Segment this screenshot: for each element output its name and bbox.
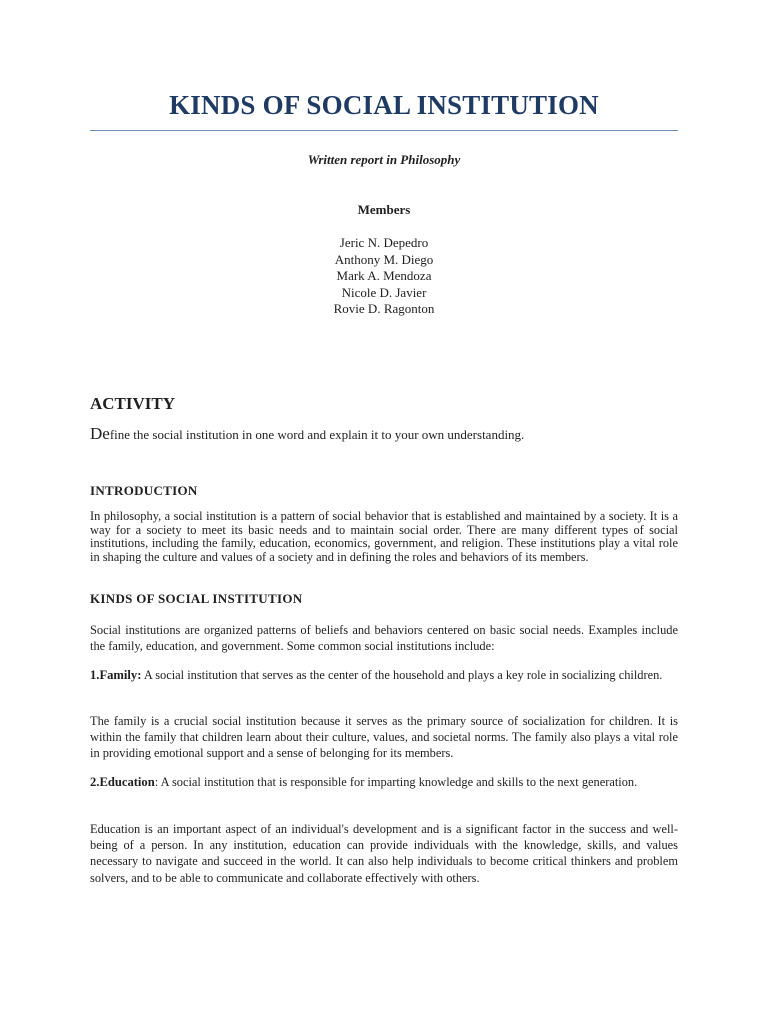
family-definition-text: A social institution that serves as the center of the household and plays a key role in socializing children. xyxy=(141,668,663,682)
family-explanation: The family is a crucial social institution because it serves as the primary source of socialization for children. It is within the family that children learn about their culture, values, and societal norms. The family also plays a vital role in providing emotional support and a sense of belonging for its members. xyxy=(90,714,678,761)
members-list xyxy=(90,235,678,318)
education-explanation: Education is an important aspect of an individual's development and is a significant factor in the success and well-being of a person. In any institution, education can provide individuals with the knowledge, skills, and values necessary to navigate and succeed in the world. It can also help individuals to become critical thinkers and problem solvers, and to be able to communicate and collaborate effectively with others. xyxy=(90,822,678,885)
introduction-heading: INTRODUCTION xyxy=(90,483,198,498)
document-subtitle: Written report in Philosophy xyxy=(307,152,461,167)
kinds-intro-paragraph: Social institutions are organized patterns of beliefs and behaviors centered on basic social needs. Examples include the family, education, and government. Some common social institutions include: xyxy=(90,623,678,654)
member-name: Nicole D. Javier xyxy=(341,284,427,300)
education-definition xyxy=(90,774,678,790)
family-label: 1.Family: xyxy=(90,668,142,682)
members-heading: Members xyxy=(357,202,411,217)
activity-text-rest: fine the social institution in one word and explain it to your own understanding. xyxy=(109,427,525,442)
family-definition xyxy=(90,667,678,683)
introduction-paragraph: In philosophy, a social institution is a pattern of social behavior that is established and maintained by a society. It is a way for a society to meet its basic needs and to maintain social order. There are many different types of social institutions, including the family, education, economics, government, and religion. These institutions play a vital role in shaping the culture and values of a society and in defining the roles and behaviors of its members. xyxy=(90,509,678,564)
title-underline xyxy=(90,130,678,131)
education-label: 2.Education xyxy=(90,775,155,789)
activity-instruction xyxy=(90,424,678,444)
member-name: Mark A. Mendoza xyxy=(336,268,432,283)
member-name: Anthony M. Diego xyxy=(334,251,434,267)
member-name: Rovie D. Ragonton xyxy=(333,301,435,316)
member-name: Jeric N. Depedro xyxy=(339,235,429,250)
document-title: KINDS OF SOCIAL INSTITUTION xyxy=(169,90,599,120)
kinds-heading: KINDS OF SOCIAL INSTITUTION xyxy=(90,591,303,606)
activity-lead-letters: De xyxy=(90,424,110,443)
education-definition-text: : A social institution that is responsible for imparting knowledge and skills to the next generation. xyxy=(154,775,638,789)
activity-heading: ACTIVITY xyxy=(90,394,176,413)
